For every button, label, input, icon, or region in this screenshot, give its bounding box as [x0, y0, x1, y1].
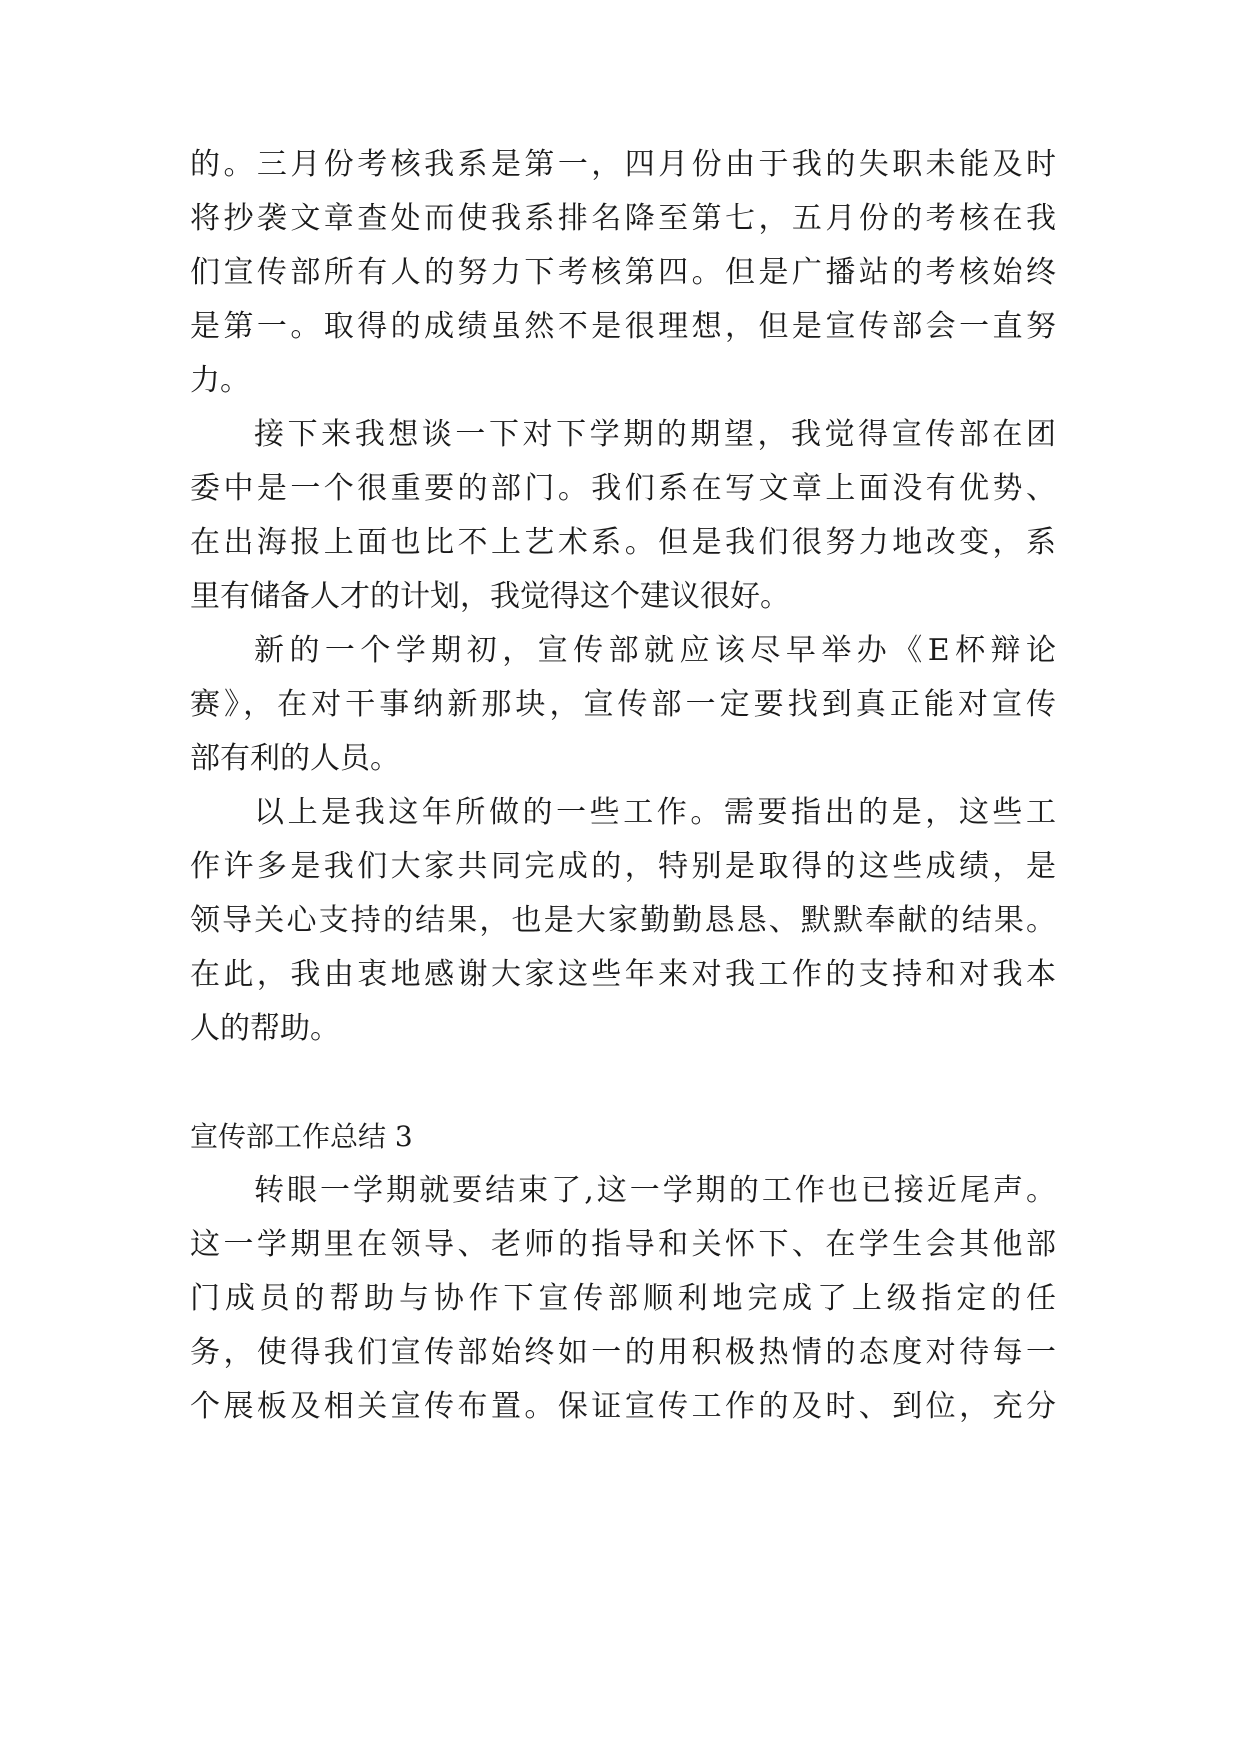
section-heading: 宣传部工作总结 3	[190, 1120, 413, 1153]
text-line: 们宣传部所有人的努力下考核第四。但是广播站的考核始终	[190, 255, 1056, 290]
text-line: 接下来我想谈一下对下学期的期望，我觉得宣传部在团	[254, 417, 1056, 452]
text-line: 在出海报上面也比不上艺术系。但是我们很努力地改变，系	[190, 525, 1056, 560]
text-line: 门成员的帮助与协作下宣传部顺利地完成了上级指定的任	[190, 1281, 1056, 1316]
text-line: 以上是我这年所做的一些工作。需要指出的是，这些工	[254, 795, 1056, 830]
text-line: 赛》，在对干事纳新那块，宣传部一定要找到真正能对宣传	[190, 687, 1056, 722]
text-line: 力。	[190, 363, 250, 398]
text-line: 委中是一个很重要的部门。我们系在写文章上面没有优势、	[190, 471, 1056, 506]
text-line: 务，使得我们宣传部始终如一的用积极热情的态度对待每一	[190, 1335, 1056, 1370]
text-line: 是第一。取得的成绩虽然不是很理想，但是宣传部会一直努	[190, 309, 1056, 344]
text-line: 部有利的人员。	[190, 741, 400, 776]
text-line: 人的帮助。	[190, 1011, 340, 1046]
text-line: 作许多是我们大家共同完成的，特别是取得的这些成绩，是	[190, 849, 1056, 884]
text-line: 这一学期里在领导、老师的指导和关怀下、在学生会其他部	[190, 1227, 1056, 1262]
text-line: 领导关心支持的结果，也是大家勤勤恳恳、默默奉献的结果。	[190, 903, 1056, 938]
text-line: 新的一个学期初，宣传部就应该尽早举办《E杯辩论	[254, 633, 1056, 668]
text-line: 转眼一学期就要结束了,这一学期的工作也已接近尾声。	[254, 1173, 1056, 1208]
text-line: 在此，我由衷地感谢大家这些年来对我工作的支持和对我本	[190, 957, 1056, 992]
text-line: 的。三月份考核我系是第一，四月份由于我的失职未能及时	[190, 147, 1056, 182]
text-line: 里有储备人才的计划，我觉得这个建议很好。	[190, 579, 790, 614]
text-line: 将抄袭文章查处而使我系排名降至第七，五月份的考核在我	[190, 201, 1056, 236]
text-line: 个展板及相关宣传布置。保证宣传工作的及时、到位，充分	[190, 1389, 1056, 1424]
